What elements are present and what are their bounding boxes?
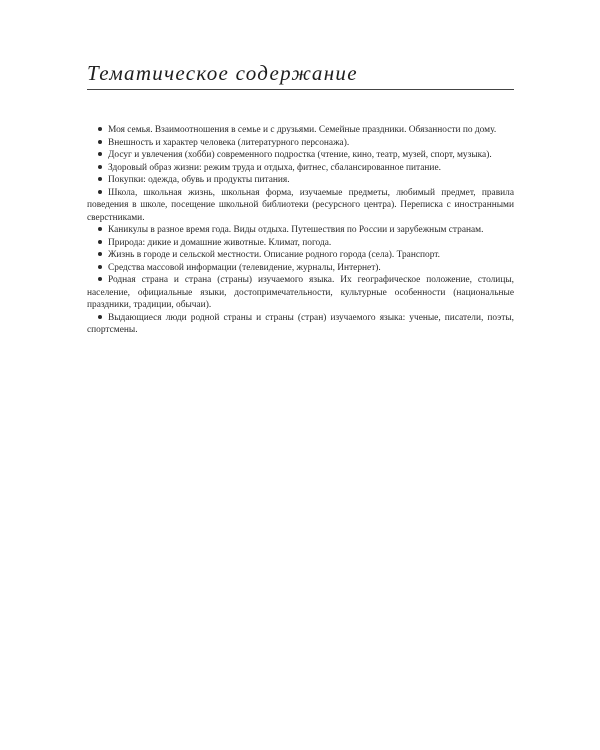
- list-item: [87, 149, 514, 162]
- bullet-icon: [98, 127, 102, 131]
- bullet-icon: [98, 240, 102, 244]
- list-item-text: Школа, школьная жизнь, школьная форма, изучаемые предметы, любимый предмет, правила поведения в школе, посещение школьной библиотеки (ресурсного центра). Переписка с иностранными сверстниками.: [87, 187, 514, 223]
- list-item: [87, 124, 514, 137]
- list-item-text: Жизнь в городе и сельской местности. Описание родного города (села). Транспорт.: [108, 250, 441, 260]
- list-item: [87, 162, 514, 175]
- bullet-icon: [98, 140, 102, 144]
- bullet-icon: [98, 227, 102, 231]
- list-item: [87, 262, 514, 275]
- bullet-icon: [98, 165, 102, 169]
- topic-list: [87, 124, 514, 337]
- list-item: [87, 224, 514, 237]
- list-item-text: Здоровый образ жизни: режим труда и отдыха, фитнес, сбалансированное питание.: [108, 162, 441, 173]
- bullet-icon: [98, 177, 102, 181]
- list-item-text: Средства массовой информации (телевидение, журналы, Интернет).: [108, 262, 381, 273]
- list-item: [87, 237, 514, 250]
- list-item: [87, 249, 514, 262]
- bullet-icon: [98, 277, 102, 281]
- list-item-text: Покупки: одежда, обувь и продукты питания.: [108, 175, 290, 185]
- list-item: [87, 187, 514, 225]
- bullet-icon: [98, 252, 102, 256]
- list-item: [87, 174, 514, 187]
- list-item-text: Каникулы в разное время года. Виды отдыха. Путешествия по России и зарубежным странам.: [108, 225, 484, 235]
- list-item: [87, 312, 514, 337]
- bullet-icon: [98, 265, 102, 269]
- list-item-text: Выдающиеся люди родной страны и страны (стран) изучаемого языка: ученые, писатели, поэты, спортсмены.: [87, 312, 514, 335]
- list-item-text: Внешность и характер человека (литературного персонажа).: [108, 137, 350, 148]
- heading-rule: [87, 89, 514, 90]
- bullet-icon: [98, 315, 102, 319]
- list-item: [87, 137, 514, 150]
- bullet-icon: [98, 152, 102, 156]
- list-item-text: Досуг и увлечения (хобби) современного подростка (чтение, кино, театр, музей, спорт, музыка).: [108, 150, 492, 160]
- list-item: [87, 274, 514, 312]
- list-item-text: Родная страна и страна (страны) изучаемого языка. Их географическое положение, столицы, население, официальные языки, достопримечательности, культурные особенности (национальные праздники, традиции, обычаи).: [87, 275, 514, 310]
- list-item-text: Природа: дикие и домашние животные. Климат, погода.: [108, 237, 332, 248]
- list-item-text: Моя семья. Взаимоотношения в семье и с друзьями. Семейные праздники. Обязанности по дому.: [108, 125, 497, 135]
- section-heading: Тематическое содержание: [87, 61, 358, 85]
- bullet-icon: [98, 190, 102, 194]
